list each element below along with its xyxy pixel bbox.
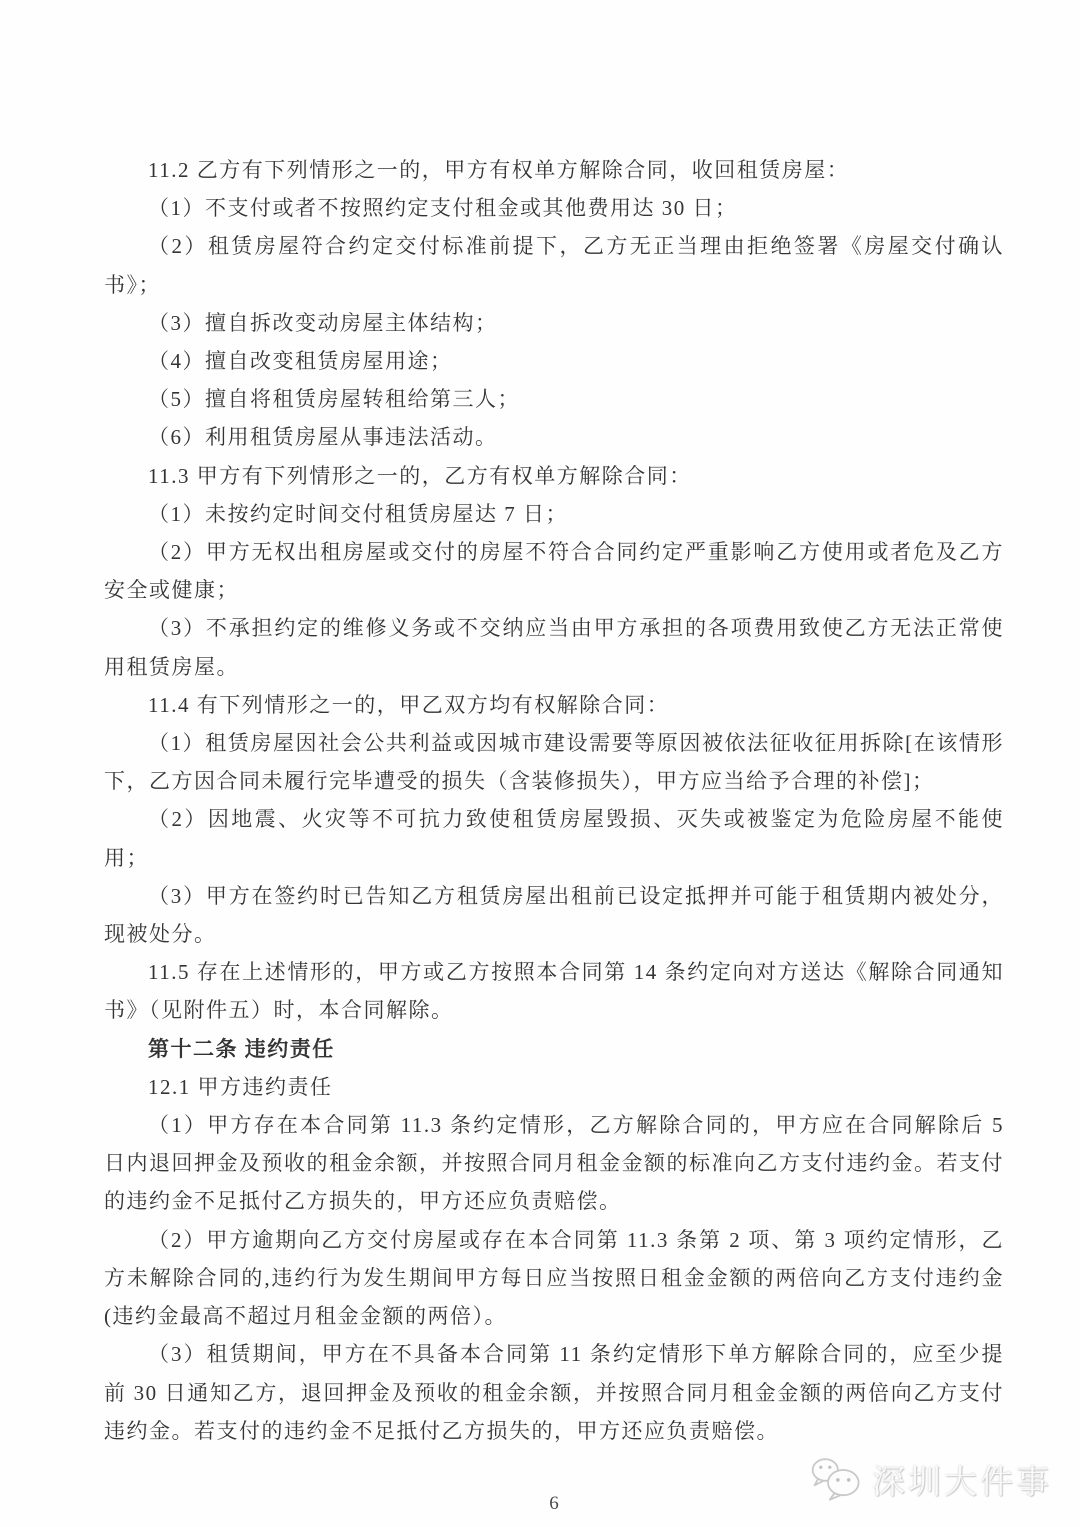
clause-11-2-item-3: （3）擅自拆改变动房屋主体结构； (148, 310, 498, 335)
clause-11-5: 11.5 存在上述情形的，甲方或乙方按照本合同第 14 条约定向对方送达《解除合同通知书》（见附件五）时，本合同解除。 (104, 960, 1004, 1023)
clause-11-2-item-1: （1）不支付或者不按照约定支付租金或其他费用达 30 日； (148, 196, 738, 221)
clause-11-4-item-1: （1）租赁房屋因社会公共利益或因城市建设需要等原因被依法征收征用拆除[在该情形下，乙方因合同未履行完毕遭受的损失（含装修损失），甲方应当给予合理的补偿]； (104, 731, 1004, 794)
clause-12-1-item-3: （3）租赁期间，甲方在不具备本合同第 11 条约定情形下单方解除合同的，应至少提前 30 日通知乙方，退回押金及预收的租金余额，并按照合同月租金金额的两倍向乙方支付违约金。若支付的违约金不足抵付乙方损失的，甲方还应负责赔偿。 (104, 1342, 1004, 1443)
page-number: 6 (549, 1492, 559, 1514)
clause-11-2-item-6: （6）利用租赁房屋从事违法活动。 (148, 425, 498, 450)
wechat-bubbles-icon (810, 1455, 864, 1503)
clause-11-2-item-2: （2）租赁房屋符合约定交付标准前提下，乙方无正当理由拒绝签署《房屋交付确认书》； (104, 234, 1004, 297)
watermark (810, 1455, 1052, 1503)
clause-11-4-item-3: （3）甲方在签约时已告知乙方租赁房屋出租前已设定抵押并可能于租赁期内被处分，现被处分。 (104, 883, 1004, 947)
article-12-heading: 第十二条 违约责任 (148, 1036, 335, 1061)
clause-11-3-item-1: （1）未按约定时间交付租赁房屋达 7 日； (148, 501, 568, 526)
watermark-text: 深圳大件事 (872, 1462, 1052, 1500)
clause-11-4-item-2: （2）因地震、火灾等不可抗力致使租赁房屋毁损、灭失或被鉴定为危险房屋不能使用； (104, 807, 1004, 870)
clause-11-3-item-2: （2）甲方无权出租房屋或交付的房屋不符合合同约定严重影响乙方使用或者危及乙方安全或健康； (104, 540, 1004, 603)
clause-11-2: 11.2 乙方有下列情形之一的，甲方有权单方解除合同，收回租赁房屋： (148, 158, 850, 182)
clause-11-3: 11.3 甲方有下列情形之一的，乙方有权单方解除合同： (148, 463, 692, 488)
contract-body (104, 151, 1004, 1450)
clause-12-1: 12.1 甲方违约责任 (148, 1074, 333, 1099)
clause-11-3-item-3: （3）不承担约定的维修义务或不交纳应当由甲方承担的各项费用致使乙方无法正常使用租赁房屋。 (104, 616, 1004, 679)
clause-12-1-item-1: （1）甲方存在本合同第 11.3 条约定情形，乙方解除合同的，甲方应在合同解除后 5 日内退回押金及预收的租金余额，并按照合同月租金金额的标准向乙方支付违约金。若支付的违约金不足抵付乙方损失的，甲方还应负责赔偿。 (104, 1113, 1004, 1214)
clause-12-1-item-2: （2）甲方逾期向乙方交付房屋或存在本合同第 11.3 条第 2 项、第 3 项约定情形，乙方未解除合同的,违约行为发生期间甲方每日应当按照日租金金额的两倍向乙方支付违约金(违约金最高不超过月租金金额的两倍）。 (104, 1227, 1004, 1329)
clause-11-4: 11.4 有下列情形之一的，甲乙双方均有权解除合同： (148, 692, 670, 717)
clause-11-2-item-4: （4）擅自改变租赁房屋用途； (148, 349, 453, 374)
clause-11-2-item-5: （5）擅自将租赁房屋转租给第三人； (148, 387, 520, 412)
